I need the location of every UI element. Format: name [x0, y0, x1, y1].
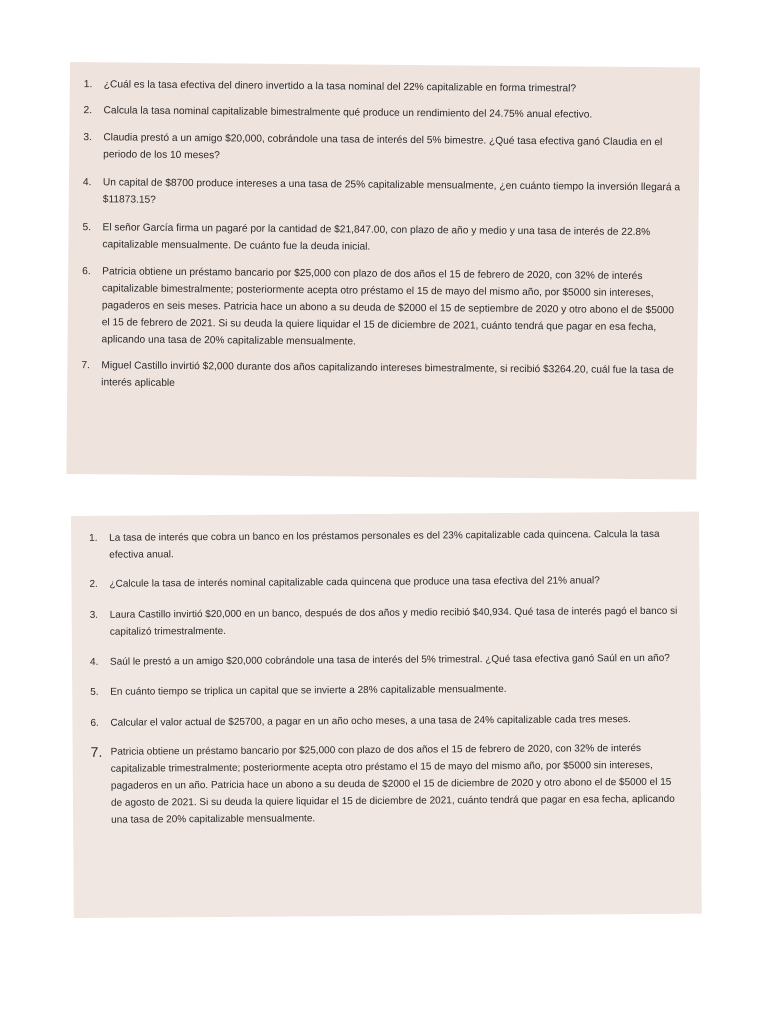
problem-item: [83, 129, 683, 168]
problem-number: 7.: [90, 743, 103, 760]
problem-text: Un capital de $8700 produce intereses a una tasa de 25% capitalizable mensualmente, ¿en cuánto tiempo la inversión llegará a $11873.15?: [102, 177, 681, 206]
problem-text: Claudia prestó a un amigo $20,000, cobrándole una tasa de interés del 5% bimestre. ¿Qué tasa efectiva ganó Claudia en el periodo de los 10 meses?: [103, 132, 663, 162]
problem-list-2: [89, 526, 679, 829]
problem-item: [91, 740, 680, 829]
problem-number: 5.: [90, 686, 99, 698]
problem-text: La tasa de interés que cobra un banco en los préstamos personales es del 23% capitalizable cada quincena. Calcula la tasa efectiva anual.: [109, 528, 660, 561]
problem-number: 3.: [89, 609, 99, 621]
problem-item: [90, 650, 678, 671]
problem-text: En cuánto tiempo se triplica un capital que se invierte a 28% capitalizable mensualmente.: [110, 683, 507, 698]
problem-number: 7.: [81, 360, 90, 372]
problem-item: [89, 572, 677, 593]
problem-text: Patricia obtiene un préstamo bancario por $25,000 con plazo de dos años el 15 de febrero de 2020, con 32% de interés capitalizable bimestralmente; posteriormente acepta otro préstamo el 15 de mayo del mismo año, por $5000 sin intereses, pagaderos en seis meses. Patricia hace un abono a su deuda de $2000 el 15 de septiembre de 2020 y otro abono el de $5000 el 15 de febrero de 2021. Si su deuda la quiere liquidar el 15 de diciembre de 2021, cuánto tendrá que pagar en esa fecha, aplicando una tasa de 20% capitalizable mensualmente.: [101, 266, 674, 348]
problem-text: ¿Calcule la tasa de interés nominal capitalizable cada quincena que produce una tasa efectiva del 21% anual?: [109, 575, 600, 590]
problem-number: 4.: [82, 177, 92, 189]
problem-text: El señor García firma un pagaré por la cantidad de $21,847.00, con plazo de año y medio y una tasa de interés de 22.8% capitalizable mensualmente. De cuánto fue la deuda inicial.: [102, 222, 651, 253]
problem-text: Saúl le prestó a un amigo $20,000 cobrándole una tasa de interés del 5% trimestral. ¿Qué tasa efectiva ganó Saúl en un año?: [109, 652, 670, 668]
problem-number: 6.: [90, 717, 99, 729]
problem-text: Laura Castillo invirtió $20,000 en un banco, después de dos años y medio recibió $40,934. Qué tasa de interés pagó el banco si capitalizó trimestralmente.: [109, 605, 678, 638]
problem-item: [83, 174, 683, 213]
problem-item: [81, 357, 681, 396]
problem-number: 5.: [82, 222, 92, 234]
problem-sheet-1: [66, 62, 700, 479]
problem-item: [82, 219, 682, 258]
problem-list-1: [81, 76, 684, 396]
problem-number: 3.: [83, 132, 92, 144]
problem-number: 6.: [82, 266, 91, 278]
problem-item: [90, 603, 678, 641]
problem-text: ¿Cuál es la tasa efectiva del dinero invertido a la tasa nominal del 22% capitalizable en forma trimestral?: [103, 79, 577, 95]
problem-text: Calcular el valor actual de $25700, a pagar en un año ocho meses, a una tasa de 24% capitalizable cada tres meses.: [110, 714, 631, 729]
problem-number: 4.: [89, 656, 99, 668]
problem-item: [84, 102, 684, 124]
problem-number: 1.: [83, 79, 93, 91]
problem-text: Calcula la tasa nominal capitalizable bimestralmente qué produce un rendimiento del 24.75% anual efectivo.: [103, 105, 593, 121]
problem-item: [89, 526, 677, 564]
problem-number: 1.: [89, 532, 98, 544]
problem-number: 2.: [89, 578, 98, 590]
problem-item: [90, 711, 678, 732]
problem-text: Patricia obtiene un préstamo bancario por $25,000 con plazo de dos años el 15 de febrero de 2020, con 32% de interés capitalizable trimestralmente; posteriormente acepta otro préstamo el 15 de mayo del mismo año, por $5000 sin intereses, pagaderos en un año. Patricia hace un abono a su deuda de $2000 el 15 de diciembre de 2020 y otro abono el de $5000 el 15 de agosto de 2021. Si su deuda la quiere liquidar el 15 de diciembre de 2021, cuánto tendrá que pagar en esa fecha, aplicando una tasa de 20% capitalizable mensualmente.: [110, 743, 675, 826]
problem-item: [84, 76, 684, 98]
problem-item: [90, 680, 678, 701]
problem-sheet-2: [71, 512, 702, 918]
problem-number: 2.: [83, 105, 93, 117]
problem-item: [82, 263, 683, 353]
problem-text: Miguel Castillo invirtió $2,000 durante dos años capitalizando intereses bimestralmente, si recibió $3264.20, cuál fue la tasa de interés aplicable: [101, 360, 674, 389]
